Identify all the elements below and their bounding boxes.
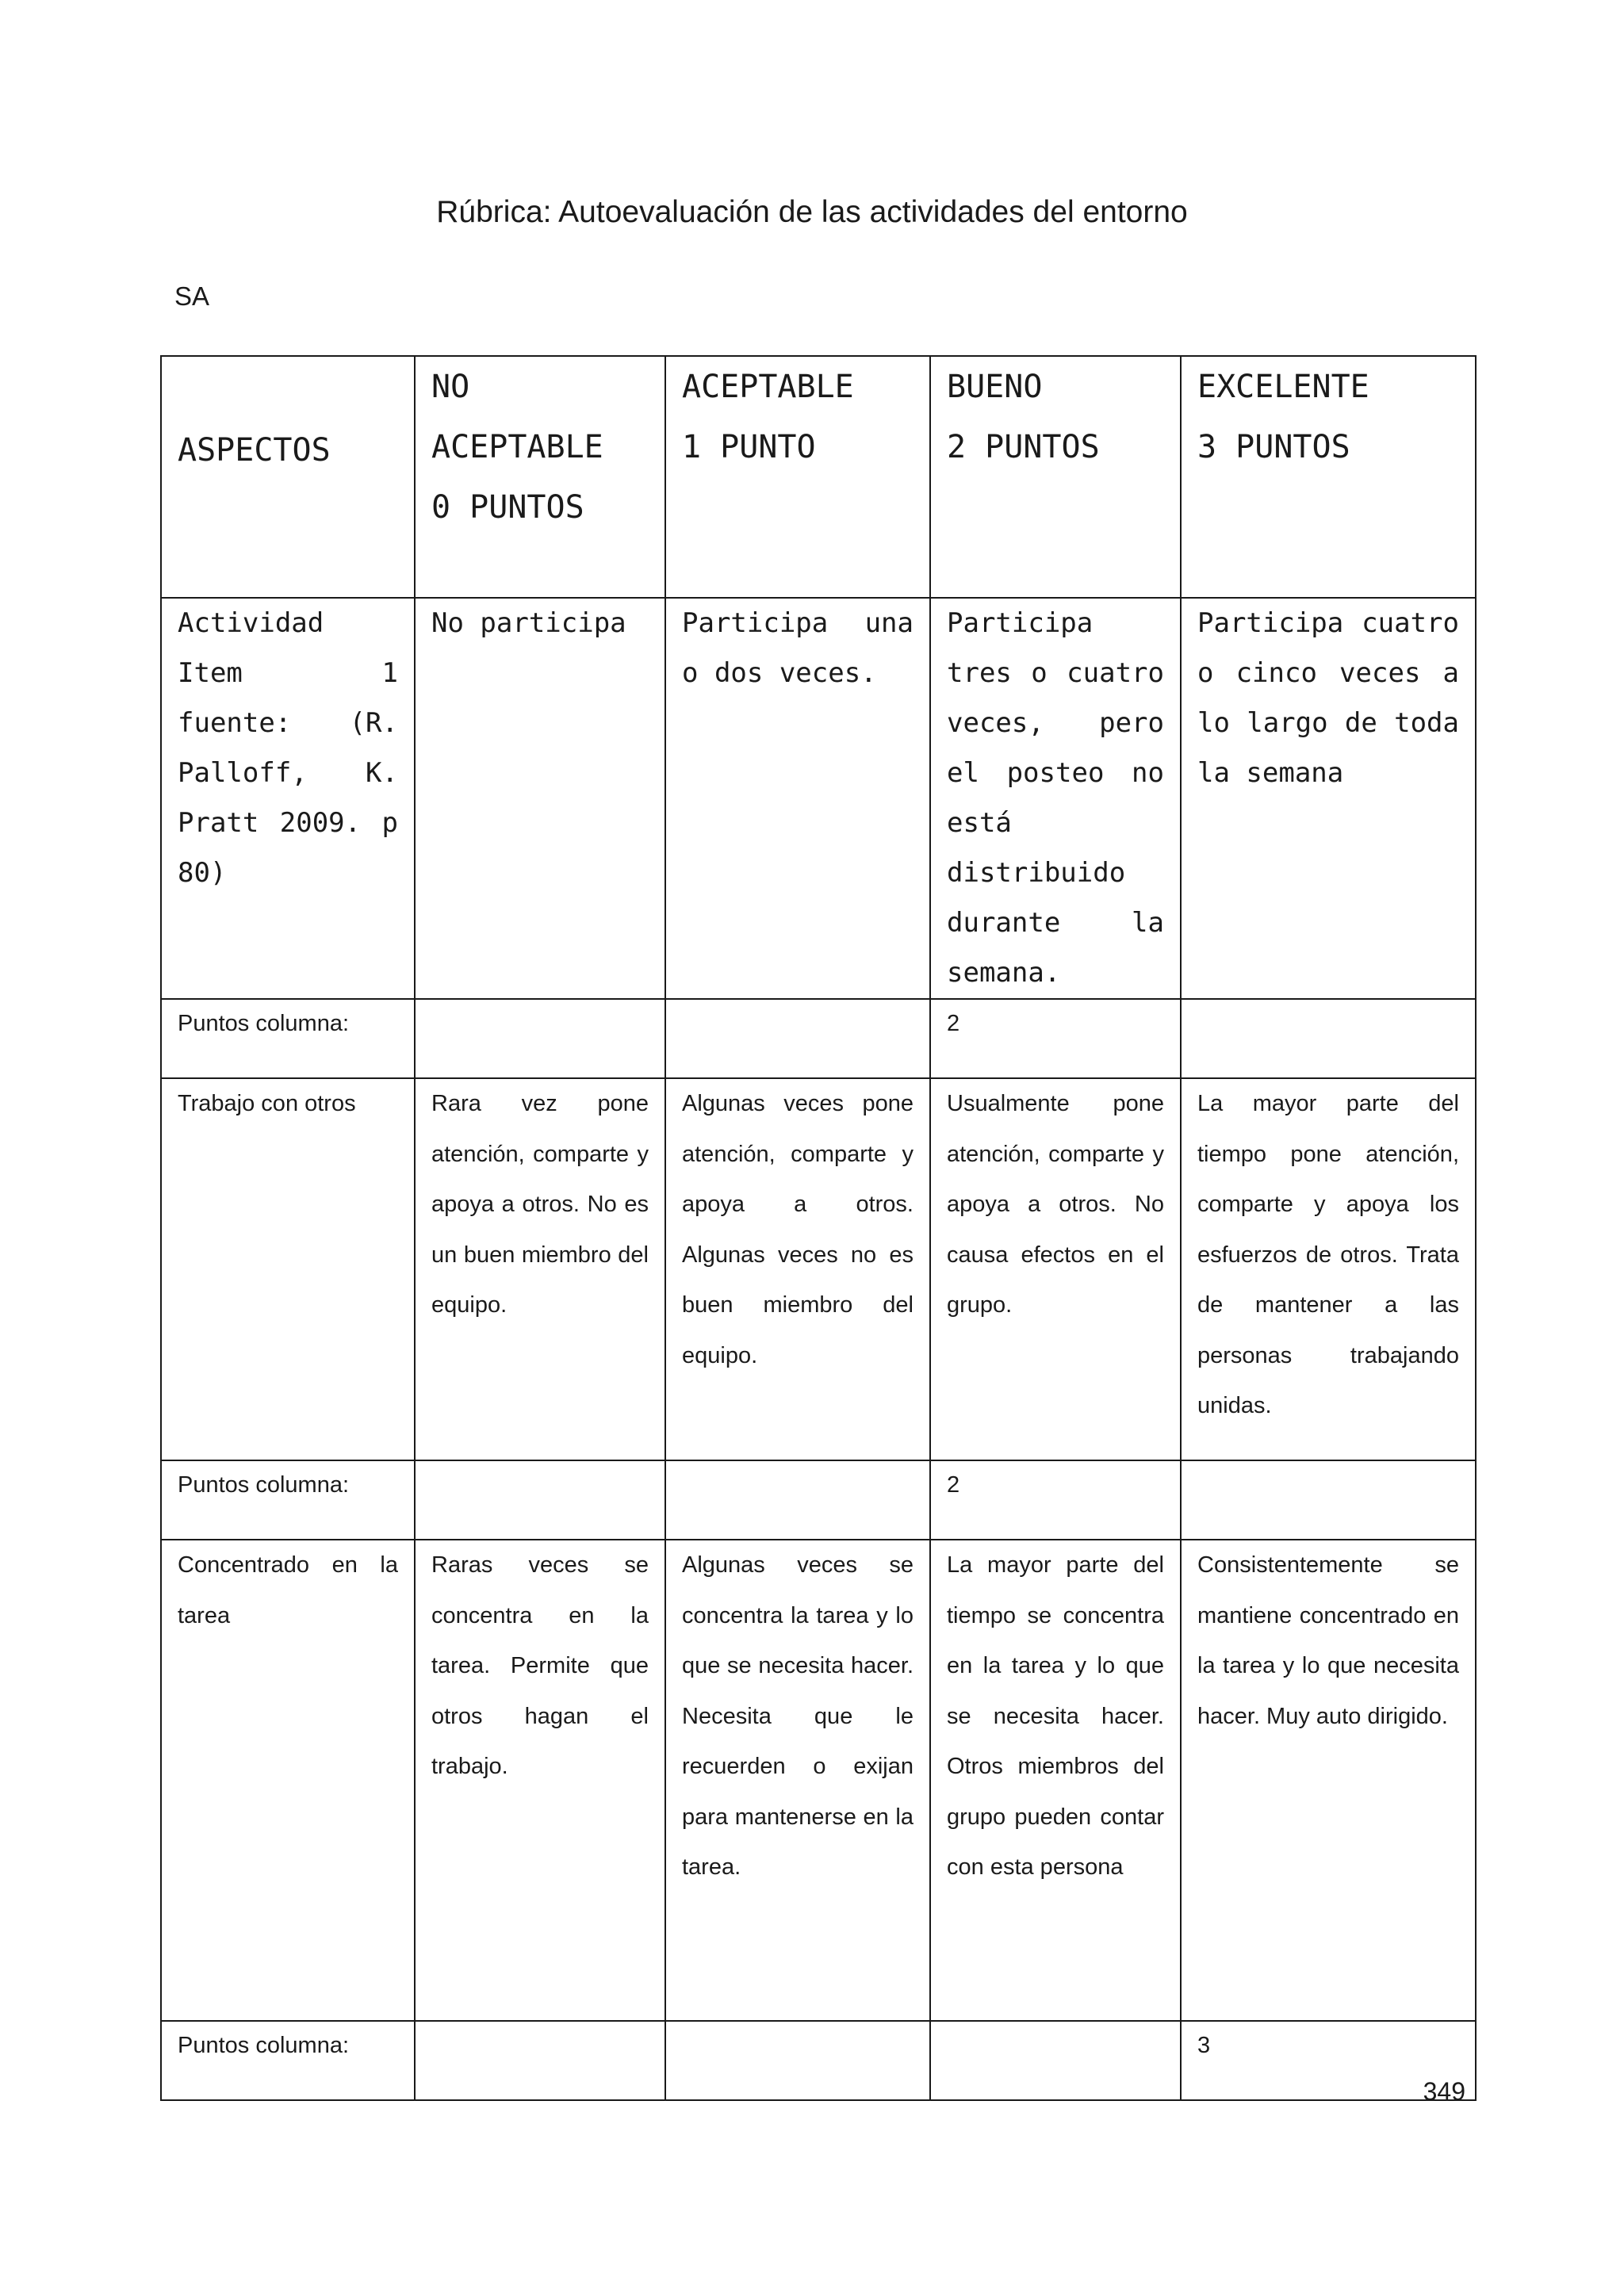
points-label: Puntos columna: [161, 999, 415, 1078]
descriptor-cell: Rara vez pone atención, comparte y apoya a otros. No es un buen miembro del equipo. [415, 1078, 665, 1460]
level-points: 3 PUNTOS [1197, 429, 1350, 465]
descriptor-cell: La mayor parte del tiempo se concentra en la tarea y lo que se necesita hacer. Otros miembros del grupo pueden contar con esta persona [930, 1540, 1181, 2021]
points-cell: 2 [930, 999, 1181, 1078]
level-name: BUENO [947, 369, 1043, 405]
descriptor-cell: Participa cuatro o cinco veces a lo largo de toda la semana [1181, 598, 1476, 999]
points-cell [415, 1460, 665, 1540]
points-label: Puntos columna: [161, 1460, 415, 1540]
points-cell [665, 2021, 930, 2100]
header-level-no-aceptable [415, 356, 665, 598]
aspect-title: Actividad [178, 607, 324, 639]
points-cell: 3 [1181, 2021, 1476, 2100]
points-cell [665, 999, 930, 1078]
level-points: 1 PUNTO [682, 429, 816, 465]
level-name: NO [431, 369, 470, 405]
header-aspects: ASPECTOS [161, 356, 415, 598]
points-cell: 2 [930, 1460, 1181, 1540]
descriptor-cell: La mayor parte del tiempo pone atención, comparte y apoya los esfuerzos de otros. Trata de mantener a las personas trabajando unidas. [1181, 1078, 1476, 1460]
points-cell [415, 999, 665, 1078]
descriptor-cell: Raras veces se concentra en la tarea. Permite que otros hagan el trabajo. [415, 1540, 665, 2021]
points-cell [930, 2021, 1181, 2100]
descriptor-cell: Participa una o dos veces. [665, 598, 930, 999]
aspect-cell [161, 598, 415, 999]
page-title: Rúbrica: Autoevaluación de las actividades del entorno [436, 195, 1188, 229]
header-level-aceptable [665, 356, 930, 598]
header-level-excelente [1181, 356, 1476, 598]
descriptor-cell: Algunas veces pone atención, comparte y apoya a otros. Algunas veces no es buen miembro del equipo. [665, 1078, 930, 1460]
level-points: 0 PUNTOS [431, 489, 584, 526]
points-label: Puntos columna: [161, 2021, 415, 2100]
descriptor-cell: Participa tres o cuatro veces, pero el posteo no está distribuido durante la semana. [930, 598, 1181, 999]
level-name: EXCELENTE [1197, 369, 1369, 405]
descriptor-cell: Usualmente pone atención, comparte y apoya a otros. No causa efectos en el grupo. [930, 1078, 1181, 1460]
subject-label: SA [174, 281, 210, 311]
rubric-table [160, 355, 1477, 2101]
points-row [161, 999, 1476, 1078]
page-number: 349 [1423, 2077, 1465, 2106]
header-level-bueno [930, 356, 1181, 598]
points-cell [665, 1460, 930, 1540]
points-row [161, 2021, 1476, 2100]
points-cell [1181, 1460, 1476, 1540]
level-name: ACEPTABLE [682, 369, 854, 405]
descriptor-cell: Consistentemente se mantiene concentrado en la tarea y lo que necesita hacer. Muy auto dirigido. [1181, 1540, 1476, 2021]
header-row [161, 356, 1476, 598]
criterion-row [161, 598, 1476, 999]
points-cell [415, 2021, 665, 2100]
descriptor-cell: Algunas veces se concentra la tarea y lo que se necesita hacer. Necesita que le recuerden o exijan para mantenerse en la tarea. [665, 1540, 930, 2021]
criterion-row [161, 1078, 1476, 1460]
level-points: 2 PUNTOS [947, 429, 1100, 465]
criterion-row [161, 1540, 1476, 2021]
aspect-cell: Concentrado en la tarea [161, 1540, 415, 2021]
aspect-source: Item 1 fuente: (R. Palloff, K. Pratt 2009. p 80) [178, 657, 398, 889]
level-name: ACEPTABLE [431, 429, 603, 465]
points-cell [1181, 999, 1476, 1078]
aspect-cell: Trabajo con otros [161, 1078, 415, 1460]
descriptor-cell: No participa [415, 598, 665, 999]
points-row [161, 1460, 1476, 1540]
